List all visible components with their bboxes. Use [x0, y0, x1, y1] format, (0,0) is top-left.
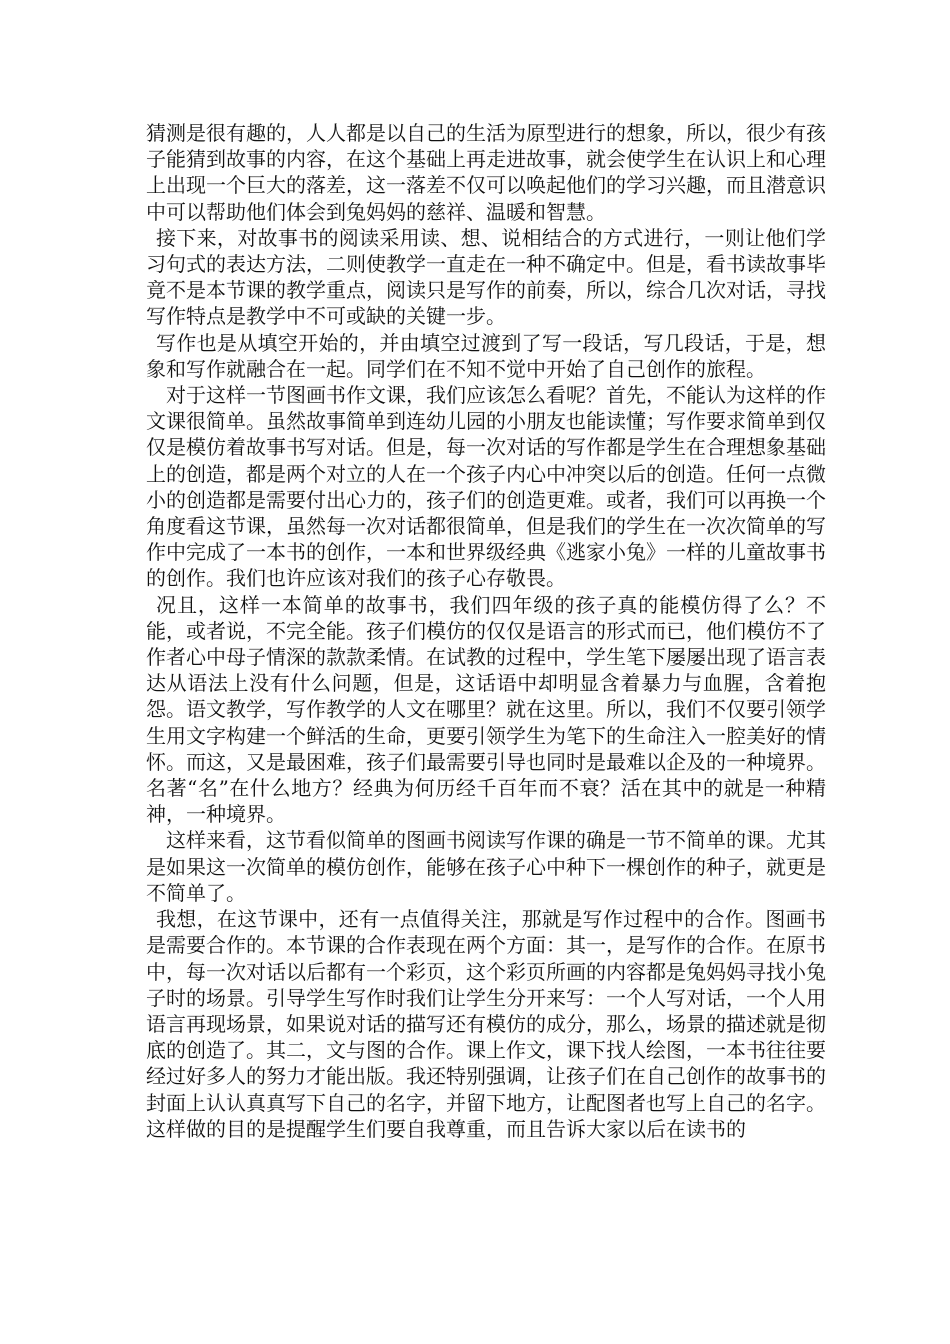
paragraph-3: 写作也是从填空开始的，并由填空过渡到了写一段话，写几段话，于是，想象和写作就融合在一起。同学们在不知不觉中开始了自己创作的旅程。 [146, 330, 826, 381]
paragraph-4: 对于这样一节图画书作文课，我们应该怎么看呢？首先，不能认为这样的作文课很简单。虽然故事简单到连幼儿园的小朋友也能读懂；写作要求简单到仅仅是模仿着故事书写对话。但是，每一次对话的写作都是学生在合理想象基础上的创造，都是两个对立的人在一个孩子内心中冲突以后的创造。任何一点微小的创造都是需要付出心力的，孩子们的创造更难。或者，我们可以再换一个角度看这节课，虽然每一次对话都很简单，但是我们的学生在一次次简单的写作中完成了一本书的创作，一本和世界级经典《逃家小兔》一样的儿童故事书的创作。我们也许应该对我们的孩子心存敬畏。 [146, 383, 826, 591]
paragraph-2: 接下来，对故事书的阅读采用读、想、说相结合的方式进行，一则让他们学习句式的表达方法，二则使教学一直走在一种不确定中。但是，看书读故事毕竟不是本节课的教学重点，阅读只是写作的前奏，所以，综合几次对话，寻找写作特点是教学中不可或缺的关键一步。 [146, 225, 826, 329]
paragraph-1: 猜测是很有趣的，人人都是以自己的生活为原型进行的想象，所以，很少有孩子能猜到故事的内容，在这个基础上再走进故事，就会使学生在认识上和心理上出现一个巨大的落差，这一落差不仅可以唤起他们的学习兴趣，而且潜意识中可以帮助他们体会到兔妈妈的慈祥、温暖和智慧。 [146, 121, 826, 224]
document-body [146, 120, 826, 1142]
paragraph-6: 这样来看，这节看似简单的图画书阅读写作课的确是一节不简单的课。尤其是如果这一次简单的模仿创作，能够在孩子心中种下一棵创作的种子，就更是不简单了。 [146, 828, 826, 905]
paragraph-5: 况且，这样一本简单的故事书，我们四年级的孩子真的能模仿得了么？不能，或者说，不完全能。孩子们模仿的仅仅是语言的形式而已，他们模仿不了作者心中母子情深的款款柔情。在试教的过程中，学生笔下屡屡出现了语言表达从语法上没有什么问题，但是，这话语中却明显含着暴力与血腥，含着抱怨。语文教学，写作教学的人文在哪里？就在这里。所以，我们不仅要引领学生用文字构建一个鲜活的生命，更要引领学生为笔下的生命注入一腔美好的情怀。而这，又是最困难，孩子们最需要引导也同时是最难以企及的一种境界。名著“名”在什么地方？经典为何历经千百年而不衰？活在其中的就是一种精神，一种境界。 [146, 592, 826, 827]
paragraph-7: 我想，在这节课中，还有一点值得关注，那就是写作过程中的合作。图画书是需要合作的。本节课的合作表现在两个方面：其一，是写作的合作。在原书中，每一次对话以后都有一个彩页，这个彩页所画的内容都是兔妈妈寻找小兔子时的场景。引导学生写作时我们让学生分开来写：一个人写对话，一个人用语言再现场景，如果说对话的描写还有模仿的成分，那么，场景的描述就是彻底的创造了。其二，文与图的合作。课上作文，课下找人绘图，一本书往往要经过好多人的努力才能出版。我还特别强调，让孩子们在自己创作的故事书的封面上认认真真写下自己的名字，并留下地方，让配图者也写上自己的名字。这样做的目的是提醒学生们要自我尊重，而且告诉大家以后在读书的 [146, 907, 826, 1141]
